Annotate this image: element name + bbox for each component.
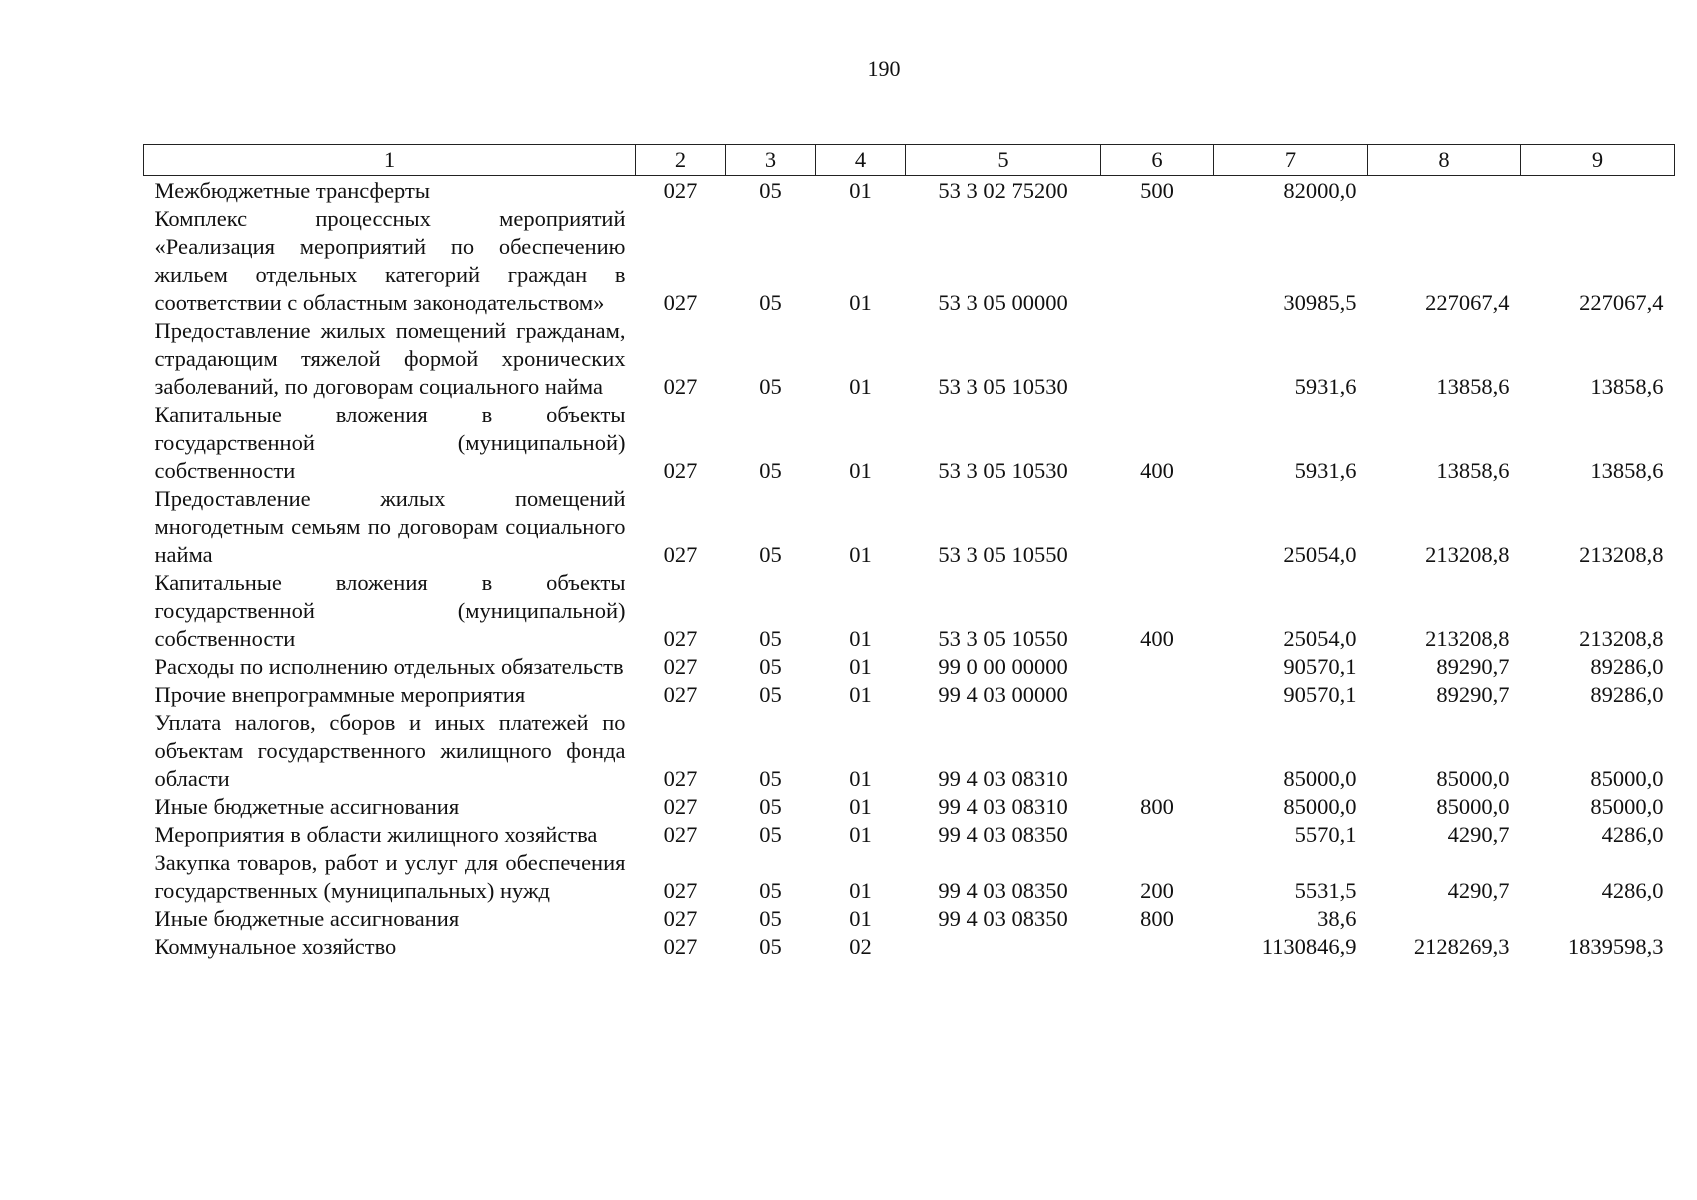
cell-target-article: 53 3 05 00000 — [938, 290, 1068, 315]
table-row — [144, 933, 1675, 961]
table-row — [144, 821, 1675, 849]
cell-subsection: 01 — [849, 542, 872, 567]
cell-target-article: 53 3 05 10550 — [938, 542, 1068, 567]
cell-section: 05 — [759, 374, 782, 399]
cell-amount-col9: 89286,0 — [1590, 654, 1664, 679]
cell-amount-col7: 85000,0 — [1283, 766, 1357, 791]
cell-amount-col8: 13858,6 — [1436, 374, 1510, 399]
cell-expense-type — [1101, 933, 1214, 961]
cell-target-article: 99 4 03 00000 — [938, 682, 1068, 707]
cell-expense-type — [1101, 681, 1214, 709]
cell-subsection: 01 — [849, 178, 872, 203]
cell-amount-col9 — [1521, 176, 1675, 206]
table-row — [144, 653, 1675, 681]
cell-ministry-code: 027 — [663, 458, 698, 483]
row-name: Комплекс процессных мероприятий «Реализация мероприятий по обеспечению жильем отдельных категорий граждан в соответствии с областным законодательством» — [154, 206, 626, 315]
table-row — [144, 205, 1675, 317]
cell-section: 05 — [759, 878, 782, 903]
cell-amount-col9: 213208,8 — [1579, 542, 1664, 567]
cell-amount-col9: 13858,6 — [1590, 458, 1664, 483]
cell-expense-type: 800 — [1140, 794, 1174, 819]
table-row — [144, 709, 1675, 793]
budget-table — [143, 144, 1675, 961]
cell-section: 05 — [759, 458, 782, 483]
cell-section: 05 — [759, 934, 782, 959]
cell-amount-col9: 213208,8 — [1579, 626, 1664, 651]
cell-amount-col8: 227067,4 — [1425, 290, 1510, 315]
column-header: 1 — [144, 145, 636, 176]
cell-ministry-code: 027 — [663, 794, 698, 819]
cell-ministry-code: 027 — [663, 290, 698, 315]
column-header: 5 — [906, 145, 1101, 176]
cell-amount-col8: 4290,7 — [1447, 822, 1510, 847]
table-row — [144, 905, 1675, 933]
cell-amount-col8: 213208,8 — [1425, 626, 1510, 651]
row-name: Прочие внепрограммные мероприятия — [154, 682, 526, 707]
cell-target-article: 53 3 02 75200 — [938, 178, 1068, 203]
cell-expense-type — [1101, 653, 1214, 681]
cell-section: 05 — [759, 682, 782, 707]
column-header: 3 — [726, 145, 816, 176]
row-name: Закупка товаров, работ и услуг для обеспечения государственных (муниципальных) нужд — [154, 850, 626, 903]
table-row — [144, 401, 1675, 485]
cell-amount-col8: 213208,8 — [1425, 542, 1510, 567]
cell-section: 05 — [759, 178, 782, 203]
cell-subsection: 01 — [849, 794, 872, 819]
cell-amount-col9: 13858,6 — [1590, 374, 1664, 399]
row-name: Иные бюджетные ассигнования — [154, 906, 460, 931]
table-row — [144, 849, 1675, 905]
column-header: 2 — [636, 145, 726, 176]
cell-section: 05 — [759, 542, 782, 567]
cell-section: 05 — [759, 654, 782, 679]
table-row — [144, 317, 1675, 401]
cell-target-article: 53 3 05 10530 — [938, 458, 1068, 483]
page-number: 190 — [867, 56, 901, 81]
table-row — [144, 569, 1675, 653]
cell-amount-col7: 25054,0 — [1283, 626, 1357, 651]
cell-amount-col7: 5931,6 — [1294, 374, 1357, 399]
cell-target-article: 53 3 05 10550 — [938, 626, 1068, 651]
cell-amount-col7: 5931,6 — [1294, 458, 1357, 483]
table-row — [144, 793, 1675, 821]
cell-amount-col7: 30985,5 — [1283, 290, 1357, 315]
row-name: Предоставление жилых помещений гражданам, страдающим тяжелой формой хронических заболеваний, по договорам социального найма — [154, 318, 626, 399]
cell-amount-col7: 90570,1 — [1283, 654, 1357, 679]
column-header: 6 — [1101, 145, 1214, 176]
row-name: Капитальные вложения в объекты государственной (муниципальной) собственности — [154, 402, 626, 483]
cell-subsection: 01 — [849, 766, 872, 791]
cell-expense-type: 500 — [1140, 178, 1174, 203]
cell-expense-type: 400 — [1140, 458, 1174, 483]
cell-ministry-code: 027 — [663, 878, 698, 903]
cell-target-article — [906, 933, 1101, 961]
cell-ministry-code: 027 — [663, 374, 698, 399]
cell-target-article: 99 4 03 08310 — [938, 794, 1068, 819]
cell-amount-col8 — [1368, 176, 1521, 206]
cell-amount-col8: 4290,7 — [1447, 878, 1510, 903]
cell-expense-type: 800 — [1140, 906, 1174, 931]
cell-ministry-code: 027 — [663, 822, 698, 847]
cell-subsection: 01 — [849, 654, 872, 679]
cell-amount-col9 — [1521, 905, 1675, 933]
cell-amount-col8: 85000,0 — [1436, 766, 1510, 791]
cell-subsection: 01 — [849, 458, 872, 483]
row-name: Уплата налогов, сборов и иных платежей по объектам государственного жилищного фонда области — [154, 710, 626, 791]
cell-amount-col9: 85000,0 — [1590, 766, 1664, 791]
cell-amount-col7: 38,6 — [1317, 906, 1357, 931]
cell-expense-type — [1101, 821, 1214, 849]
row-name: Мероприятия в области жилищного хозяйства — [154, 822, 598, 847]
cell-subsection: 01 — [849, 290, 872, 315]
cell-amount-col8: 89290,7 — [1436, 682, 1510, 707]
table-header-row — [144, 145, 1675, 176]
row-name: Межбюджетные трансферты — [154, 178, 430, 203]
cell-amount-col9: 89286,0 — [1590, 682, 1664, 707]
row-name: Иные бюджетные ассигнования — [154, 794, 460, 819]
cell-section: 05 — [759, 822, 782, 847]
cell-amount-col8: 85000,0 — [1436, 794, 1510, 819]
cell-target-article: 99 4 03 08350 — [938, 822, 1068, 847]
cell-target-article: 99 4 03 08310 — [938, 766, 1068, 791]
cell-target-article: 53 3 05 10530 — [938, 374, 1068, 399]
cell-ministry-code: 027 — [663, 906, 698, 931]
table-row — [144, 681, 1675, 709]
cell-section: 05 — [759, 766, 782, 791]
cell-subsection: 01 — [849, 374, 872, 399]
cell-amount-col9: 4286,0 — [1601, 822, 1664, 847]
cell-amount-col9: 85000,0 — [1590, 794, 1664, 819]
cell-subsection: 01 — [849, 822, 872, 847]
cell-amount-col9: 1839598,3 — [1567, 934, 1664, 959]
row-name: Расходы по исполнению отдельных обязательств — [154, 654, 624, 679]
cell-section: 05 — [759, 906, 782, 931]
column-header: 9 — [1521, 145, 1675, 176]
cell-amount-col7: 1130846,9 — [1261, 934, 1357, 959]
cell-ministry-code: 027 — [663, 766, 698, 791]
row-name: Предоставление жилых помещений многодетным семьям по договорам социального найма — [154, 486, 626, 567]
cell-amount-col9: 4286,0 — [1601, 878, 1664, 903]
cell-ministry-code: 027 — [663, 682, 698, 707]
cell-subsection: 02 — [849, 934, 872, 959]
column-header: 8 — [1368, 145, 1521, 176]
cell-expense-type — [1101, 709, 1214, 793]
cell-expense-type: 200 — [1140, 878, 1174, 903]
cell-amount-col7: 5531,5 — [1294, 878, 1357, 903]
cell-amount-col7: 5570,1 — [1294, 822, 1357, 847]
cell-expense-type: 400 — [1140, 626, 1174, 651]
cell-expense-type — [1101, 205, 1214, 317]
cell-ministry-code: 027 — [663, 654, 698, 679]
cell-expense-type — [1101, 317, 1214, 401]
cell-amount-col8: 13858,6 — [1436, 458, 1510, 483]
table-row — [144, 176, 1675, 206]
cell-amount-col8: 2128269,3 — [1413, 934, 1510, 959]
cell-ministry-code: 027 — [663, 934, 698, 959]
cell-ministry-code: 027 — [663, 626, 698, 651]
cell-subsection: 01 — [849, 878, 872, 903]
cell-amount-col7: 90570,1 — [1283, 682, 1357, 707]
cell-amount-col7: 82000,0 — [1283, 178, 1357, 203]
column-header: 7 — [1214, 145, 1368, 176]
cell-ministry-code: 027 — [663, 178, 698, 203]
row-name: Коммунальное хозяйство — [154, 934, 397, 959]
column-header: 4 — [816, 145, 906, 176]
cell-ministry-code: 027 — [663, 542, 698, 567]
cell-section: 05 — [759, 290, 782, 315]
row-name: Капитальные вложения в объекты государственной (муниципальной) собственности — [154, 570, 626, 651]
cell-subsection: 01 — [849, 906, 872, 931]
cell-target-article: 99 4 03 08350 — [938, 906, 1068, 931]
cell-subsection: 01 — [849, 626, 872, 651]
cell-amount-col9: 227067,4 — [1579, 290, 1664, 315]
cell-target-article: 99 0 00 00000 — [938, 654, 1068, 679]
cell-target-article: 99 4 03 08350 — [938, 878, 1068, 903]
cell-section: 05 — [759, 794, 782, 819]
cell-section: 05 — [759, 626, 782, 651]
cell-subsection: 01 — [849, 682, 872, 707]
cell-amount-col7: 85000,0 — [1283, 794, 1357, 819]
cell-amount-col8: 89290,7 — [1436, 654, 1510, 679]
cell-expense-type — [1101, 485, 1214, 569]
table-row — [144, 485, 1675, 569]
cell-amount-col8 — [1368, 905, 1521, 933]
cell-amount-col7: 25054,0 — [1283, 542, 1357, 567]
